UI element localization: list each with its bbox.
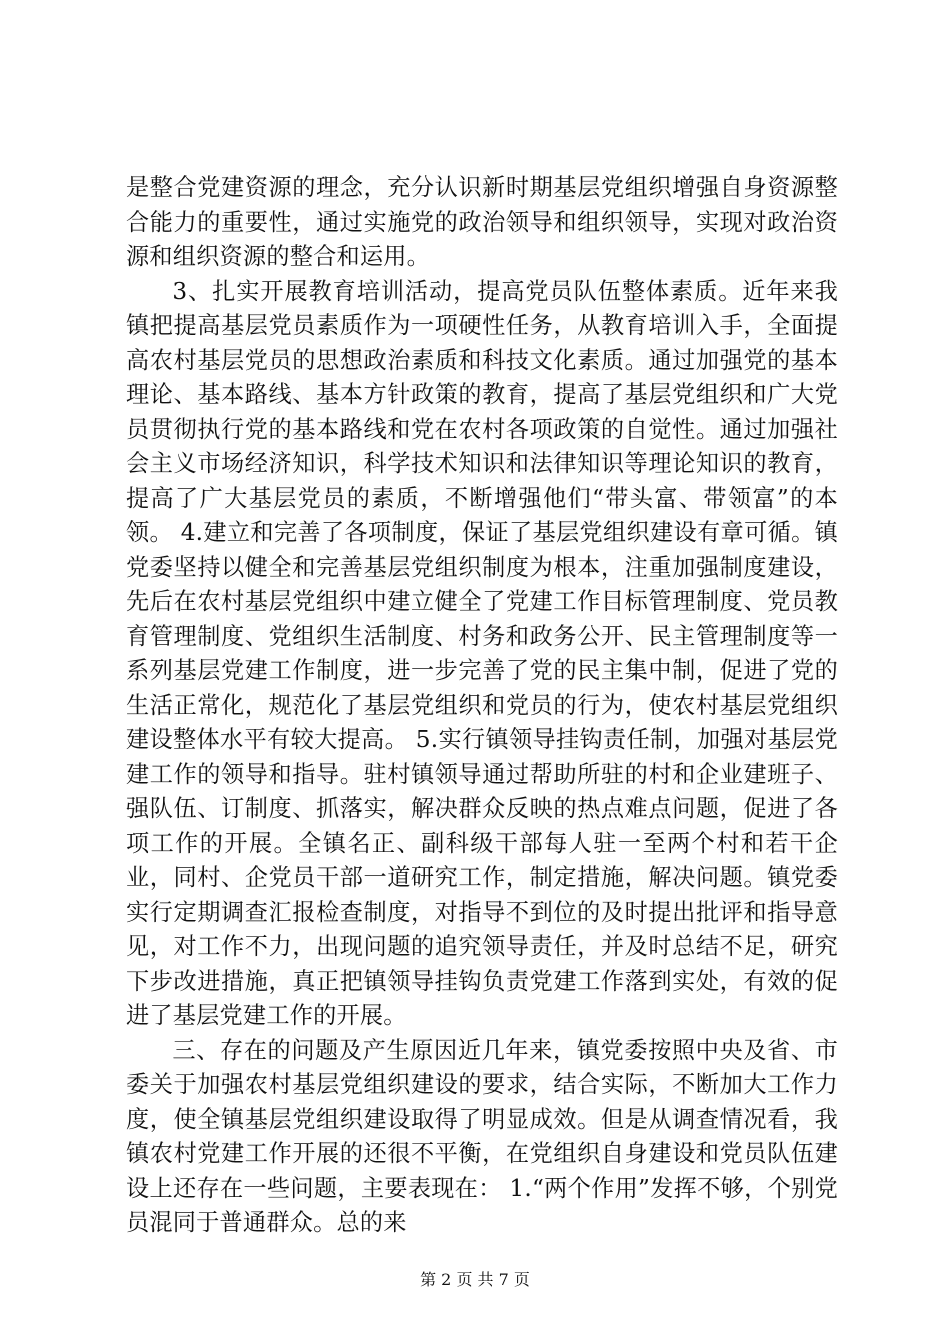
document-body xyxy=(126,171,838,1241)
page-number-footer: 第 2 页 共 7 页 xyxy=(420,1270,530,1289)
paragraph-problems-causes: 三、存在的问题及产生原因近几年来，镇党委按照中央及省、市委关于加强农村基层党组织建设的要求，结合实际，不断加大工作力度，使全镇基层党组织建设取得了明显成效。但是从调查情况看，我镇农村党建工作开展的还很不平衡，在党组织自身建设和党员队伍建设上还存在一些问题，主要表现在： 1.“两个作用”发挥不够，个别党员混同于普通群众。总的来 xyxy=(126,1036,838,1236)
paragraph-continuation: 是整合党建资源的理念，充分认识新时期基层党组织增强自身资源整合能力的重要性，通过实施党的政治领导和组织领导，实现对政治资源和组织资源的整合和运用。 xyxy=(126,174,838,270)
paragraph-education-training: 3、扎实开展教育培训活动，提高党员队伍整体素质。近年来我镇把提高基层党员素质作为一项硬性任务，从教育培训入手，全面提高农村基层党员的思想政治素质和科技文化素质。通过加强党的基本理论、基本路线、基本方针政策的教育，提高了基层党组织和广大党员贯彻执行党的基本路线和党在农村各项政策的自觉性。通过加强社会主义市场经济知识，科学技术知识和法律知识等理论知识的教育，提高了广大基层党员的素质，不断增强他们“带头富、带领富”的本领。 4.建立和完善了各项制度，保证了基层党组织建设有章可循。镇党委坚持以健全和完善基层党组织制度为根本，注重加强制度建设，先后在农村基层党组织中建立健全了党建工作目标管理制度、党员教育管理制度、党组织生活制度、村务和政务公开、民主管理制度等一系列基层党建工作制度，进一步完善了党的民主集中制，促进了党的生活正常化，规范化了基层党组织和党员的行为，使农村基层党组织建设整体水平有较大提高。 5.实行镇领导挂钩责任制，加强对基层党建工作的领导和指导。驻村镇领导通过帮助所驻的村和企业建班子、强队伍、订制度、抓落实，解决群众反映的热点难点问题，促进了各项工作的开展。全镇名正、副科级干部每人驻一至两个村和若干企业，同村、企党员干部一道研究工作，制定措施，解决问题。镇党委实行定期调查汇报检查制度，对指导不到位的及时提出批评和指导意见，对工作不力，出现问题的追究领导责任，并及时总结不足，研究下步改进措施，真正把镇领导挂钩负责党建工作落到实处，有效的促进了基层党建工作的开展。 xyxy=(126,277,838,1029)
